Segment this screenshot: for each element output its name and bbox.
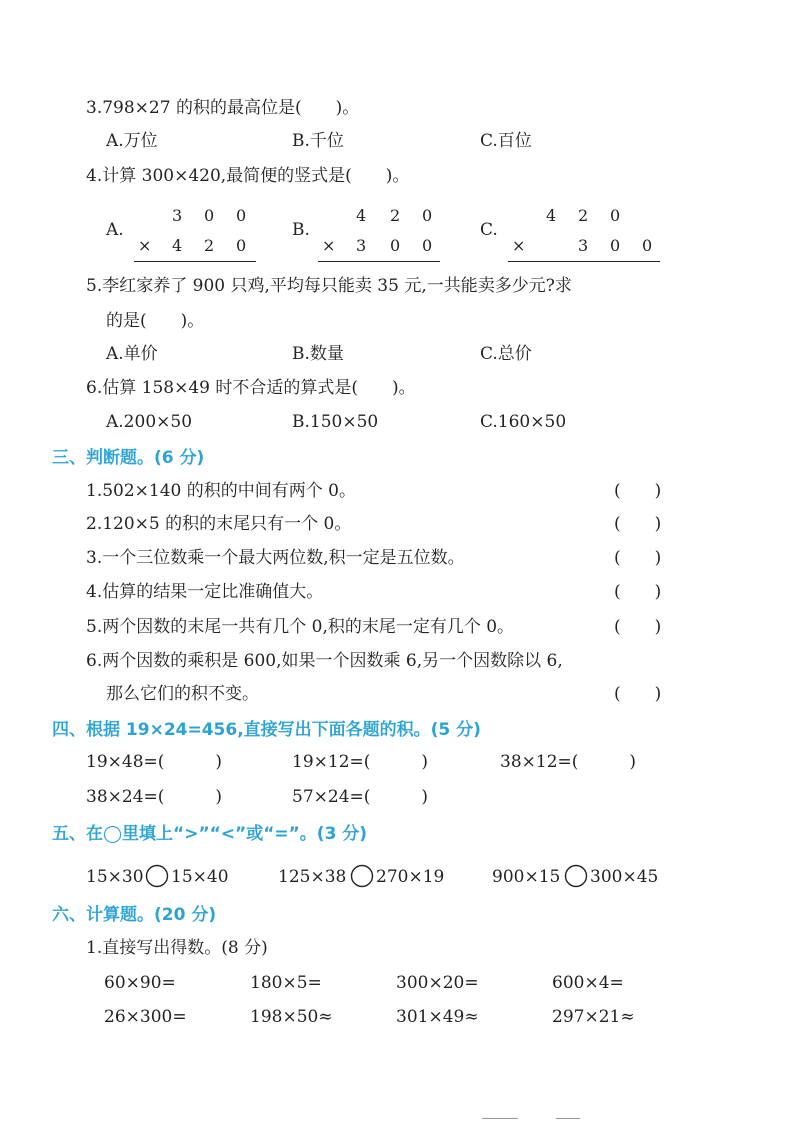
compare-right-3: 300×45	[590, 867, 659, 887]
compare-left-1: 15×30	[86, 867, 144, 887]
section-3-title: 三、判断题。(6 分)	[52, 448, 205, 468]
judgement-answer-bracket[interactable]: ( )	[614, 481, 662, 501]
vertical-c-times-sign: ×	[512, 236, 526, 255]
calc-item[interactable]: 26×300=	[104, 1007, 187, 1027]
compare-circle-3[interactable]	[563, 864, 589, 888]
vertical-a-rule	[134, 261, 256, 262]
vertical-a-times-sign: ×	[138, 236, 152, 255]
calc-item[interactable]: 301×49≈	[396, 1007, 479, 1027]
vertical-c-rule	[508, 261, 660, 262]
question-5-option-b: B.数量	[292, 344, 344, 364]
footer-mark	[556, 1118, 580, 1119]
judgement-item-4: 4.估算的结果一定比准确值大。	[86, 582, 324, 602]
vertical-a-bottom-digit: 4	[172, 236, 183, 255]
calc-item[interactable]: 600×4=	[552, 973, 624, 993]
vertical-a-bottom-digit: 0	[236, 236, 247, 255]
vertical-c-bottom-digit: 0	[642, 236, 653, 255]
question-5-option-c: C.总价	[480, 344, 532, 364]
vertical-b-rule	[318, 261, 440, 262]
judgement-answer-bracket[interactable]: ( )	[614, 684, 662, 704]
calc-item[interactable]: 198×50≈	[250, 1007, 333, 1027]
judgement-item-6: 6.两个因数的乘积是 600,如果一个因数乘 6,另一个因数除以 6,	[86, 651, 563, 671]
judgement-item-3: 3.一个三位数乘一个最大两位数,积一定是五位数。	[86, 548, 465, 568]
section-6-title: 六、计算题。(20 分)	[52, 905, 217, 925]
section-5-title: 五、在◯里填上“>”“<”或“=”。(3 分)	[52, 824, 368, 844]
vertical-b-times-sign: ×	[322, 236, 336, 255]
vertical-a-label: A.	[106, 220, 124, 240]
question-6-option-c: C.160×50	[480, 412, 567, 432]
compare-circle-2[interactable]	[349, 864, 375, 888]
vertical-b-bottom-digit: 0	[390, 236, 401, 255]
judgement-answer-bracket[interactable]: ( )	[614, 617, 662, 637]
calc-subsection-1: 1.直接写出得数。(8 分)	[86, 938, 268, 958]
question-3-stem: 3.798×27 的积的最高位是( )。	[86, 98, 360, 118]
product-item-5[interactable]: 57×24=( )	[292, 787, 429, 807]
vertical-c-bottom-digit: 3	[578, 236, 589, 255]
vertical-c-top-digit: 4	[546, 206, 557, 225]
judgement-answer-bracket[interactable]: ( )	[614, 548, 662, 568]
vertical-c-bottom-digit: 0	[610, 236, 621, 255]
vertical-b-top-digit: 0	[422, 206, 433, 225]
question-6-option-a: A.200×50	[106, 412, 193, 432]
question-5-stem-line1: 5.李红家养了 900 只鸡,平均每只能卖 35 元,一共能卖多少元?求	[86, 276, 572, 296]
vertical-b-top-digit: 4	[356, 206, 367, 225]
product-item-2[interactable]: 19×12=( )	[292, 752, 429, 772]
vertical-c-top-digit: 0	[610, 206, 621, 225]
vertical-c-top-digit: 2	[578, 206, 589, 225]
question-4-stem: 4.计算 300×420,最简便的竖式是( )。	[86, 166, 410, 186]
vertical-a-bottom-digit: 2	[204, 236, 215, 255]
compare-right-1: 15×40	[171, 867, 229, 887]
judgement-item-1: 1.502×140 的积的中间有两个 0。	[86, 481, 356, 501]
question-6-option-b: B.150×50	[292, 412, 379, 432]
section-4-title: 四、根据 19×24=456,直接写出下面各题的积。(5 分)	[52, 720, 481, 740]
question-3-option-b: B.千位	[292, 131, 344, 151]
product-item-1[interactable]: 19×48=( )	[86, 752, 223, 772]
vertical-c-label: C.	[480, 220, 498, 240]
product-item-3[interactable]: 38×12=( )	[500, 752, 637, 772]
compare-circle-1[interactable]	[144, 864, 170, 888]
vertical-b-label: B.	[292, 220, 310, 240]
vertical-a-top-digit: 3	[172, 206, 183, 225]
compare-right-2: 270×19	[376, 867, 445, 887]
vertical-b-top-digit: 2	[390, 206, 401, 225]
question-3-option-a: A.万位	[106, 131, 158, 151]
compare-left-3: 900×15	[492, 867, 561, 887]
judgement-answer-bracket[interactable]: ( )	[614, 514, 662, 534]
calc-item[interactable]: 300×20=	[396, 973, 479, 993]
question-3-option-c: C.百位	[480, 131, 532, 151]
judgement-item-6-cont: 那么它们的积不变。	[106, 684, 259, 704]
calc-item[interactable]: 60×90=	[104, 973, 176, 993]
vertical-b-bottom-digit: 0	[422, 236, 433, 255]
product-item-4[interactable]: 38×24=( )	[86, 787, 223, 807]
question-6-stem: 6.估算 158×49 时不合适的算式是( )。	[86, 378, 416, 398]
judgement-item-5: 5.两个因数的末尾一共有几个 0,积的末尾一定有几个 0。	[86, 617, 515, 637]
calc-item[interactable]: 180×5=	[250, 973, 322, 993]
judgement-item-2: 2.120×5 的积的末尾只有一个 0。	[86, 514, 352, 534]
vertical-a-top-digit: 0	[204, 206, 215, 225]
calc-item[interactable]: 297×21≈	[552, 1007, 635, 1027]
compare-left-2: 125×38	[278, 867, 347, 887]
vertical-a-top-digit: 0	[236, 206, 247, 225]
vertical-b-bottom-digit: 3	[356, 236, 367, 255]
question-5-option-a: A.单价	[106, 344, 158, 364]
footer-mark	[482, 1118, 518, 1119]
question-5-stem-line2: 的是( )。	[106, 311, 205, 331]
judgement-answer-bracket[interactable]: ( )	[614, 582, 662, 602]
